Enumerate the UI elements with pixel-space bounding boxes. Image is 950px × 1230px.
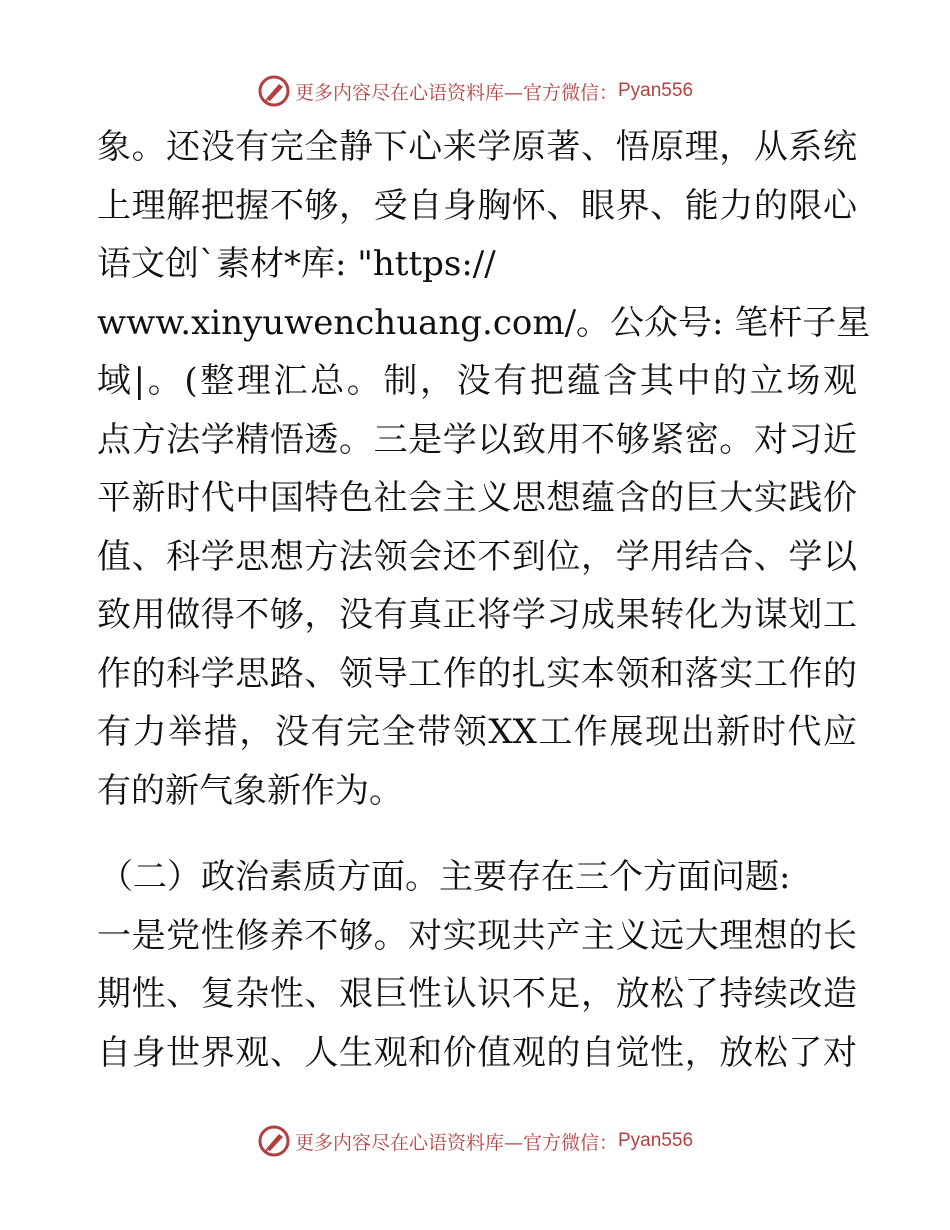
body-line: 一是党性修养不够。对实现共产主义远大理想的长 xyxy=(97,915,857,956)
body-line: 有力举措，没有完全带领XX工作展现出新时代应 xyxy=(97,712,857,752)
body-line: 域|。(整理汇总。制，没有把蕴含其中的立场观 xyxy=(97,361,857,401)
body-line: 平新时代中国特色社会主义思想蕴含的巨大实践价 xyxy=(97,478,857,518)
section-heading: （二）政治素质方面。主要存在三个方面问题: xyxy=(99,857,791,897)
banner-wechat-id: Pyan556 xyxy=(618,1130,694,1151)
body-line: 自身世界观、人生观和价值观的自觉性，放松了对 xyxy=(97,1032,857,1073)
body-line: 上理解把握不够，受自身胸怀、眼界、能力的限心 xyxy=(97,185,857,226)
body-line: 值、科学思想方法领会还不到位，学用结合、学以 xyxy=(97,536,857,577)
banner-text: 更多内容尽在心语资料库—官方微信： xyxy=(294,81,618,104)
body-line: 作的科学思路、领导工作的扎实本领和落实工作的 xyxy=(97,653,857,694)
pen-logo-icon xyxy=(257,74,291,108)
pen-logo-icon xyxy=(257,1124,291,1158)
body-line: 致用做得不够，没有真正将学习成果转化为谋划工 xyxy=(97,595,857,635)
body-line: www.xinyuwenchuang.com/。公众号: 笔杆子星 xyxy=(97,302,871,343)
body-line: 象。还没有完全静下心来学原著、悟原理，从系统 xyxy=(97,127,857,167)
body-line: 期性、复杂性、艰巨性认识不足，放松了持续改造 xyxy=(97,974,857,1014)
body-line: 有的新气象新作为。 xyxy=(97,770,403,811)
body-line: 点方法学精悟透。三是学以致用不够紧密。对习近 xyxy=(97,419,857,460)
banner-wechat-id: Pyan556 xyxy=(618,80,694,101)
footer-watermark-banner xyxy=(0,1121,950,1161)
header-watermark-banner xyxy=(0,71,950,111)
body-line: 语文创`素材*库: "https:// xyxy=(97,244,496,284)
document-body xyxy=(97,118,871,1082)
banner-text: 更多内容尽在心语资料库—官方微信： xyxy=(294,1131,618,1154)
